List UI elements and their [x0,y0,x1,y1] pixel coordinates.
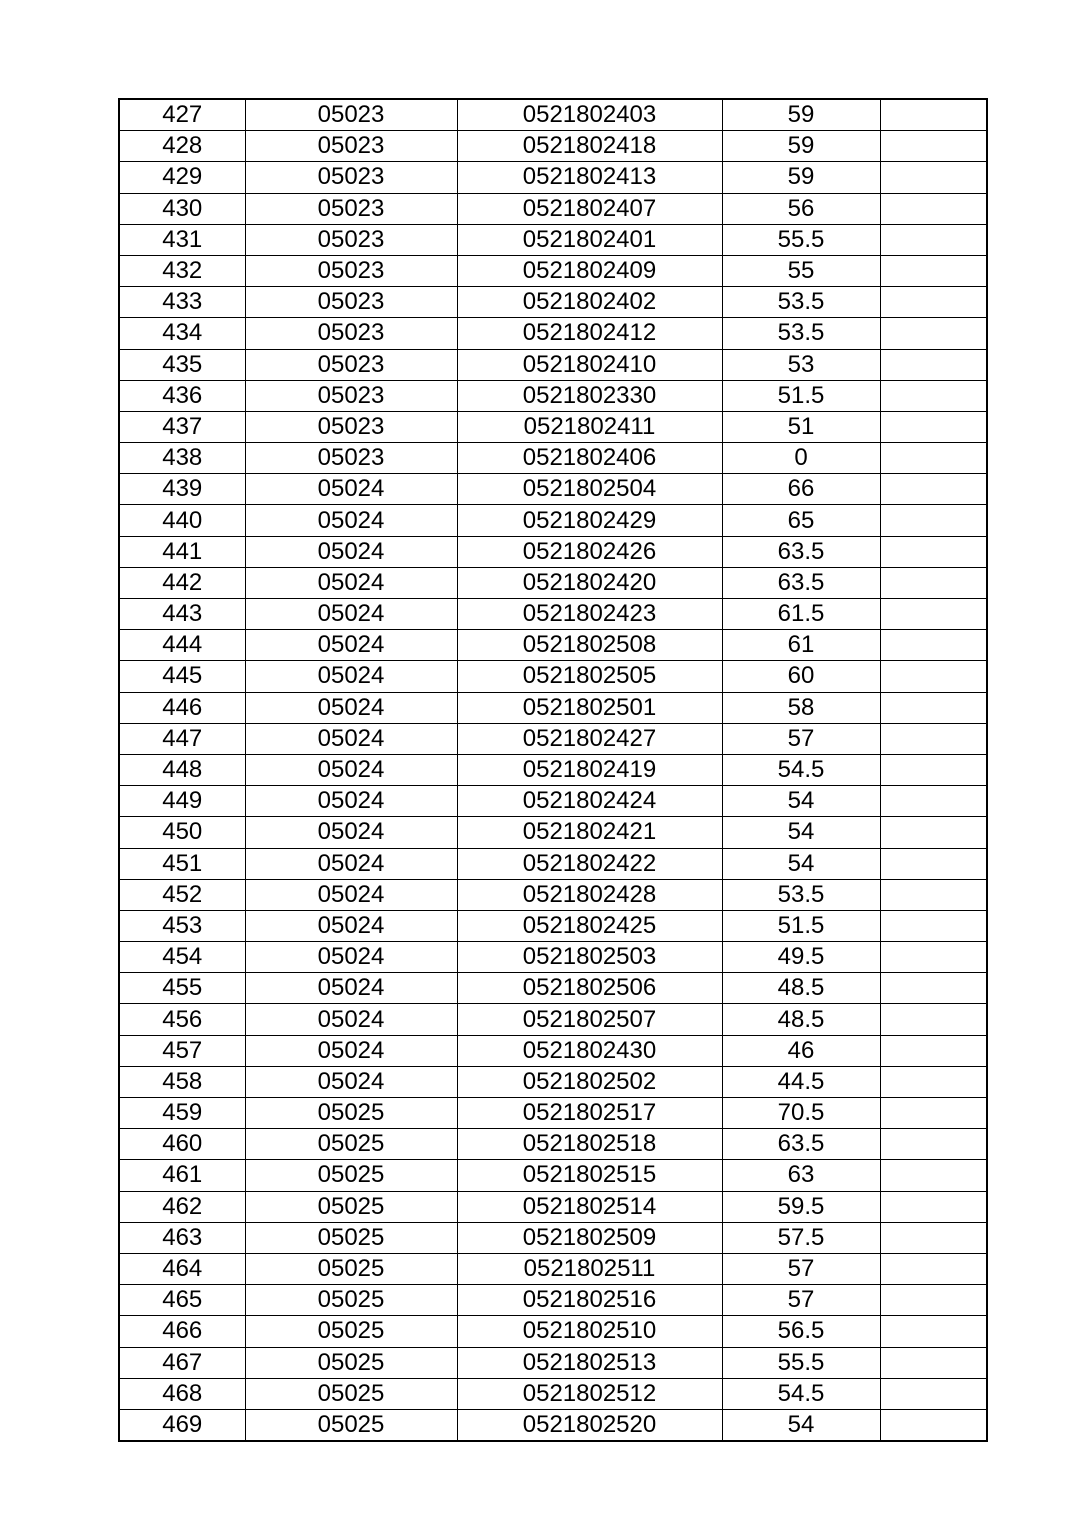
unit-code-cell: 05025 [245,1316,457,1347]
table-row [119,879,987,910]
exam-id-cell: 0521802428 [457,879,722,910]
unit-code-cell: 05024 [245,848,457,879]
exam-id-cell: 0521802512 [457,1378,722,1409]
table-row [119,692,987,723]
score-cell: 63.5 [722,1129,880,1160]
table-row [119,505,987,536]
unit-code-cell: 05025 [245,1160,457,1191]
unit-code-cell: 05024 [245,973,457,1004]
unit-code-cell: 05023 [245,287,457,318]
score-cell: 48.5 [722,973,880,1004]
exam-id-cell: 0521802418 [457,131,722,162]
exam-id-cell: 0521802510 [457,1316,722,1347]
table-row [119,1035,987,1066]
score-cell: 57 [722,1285,880,1316]
unit-code-cell: 05024 [245,536,457,567]
table-row [119,1316,987,1347]
remark-cell [880,380,987,411]
unit-code-cell: 05025 [245,1191,457,1222]
table-row [119,131,987,162]
table-row [119,287,987,318]
exam-id-cell: 0521802502 [457,1066,722,1097]
remark-cell [880,1347,987,1378]
score-cell: 51.5 [722,380,880,411]
table-row [119,723,987,754]
remark-cell [880,131,987,162]
table-row [119,661,987,692]
row-number-cell: 428 [119,131,245,162]
exam-id-cell: 0521802505 [457,661,722,692]
unit-code-cell: 05024 [245,723,457,754]
remark-cell [880,661,987,692]
remark-cell [880,255,987,286]
score-table-body [119,99,987,1441]
table-row [119,443,987,474]
score-cell: 54 [722,786,880,817]
table-row [119,255,987,286]
table-row [119,99,987,131]
remark-cell [880,786,987,817]
table-row [119,817,987,848]
exam-id-cell: 0521802401 [457,224,722,255]
remark-cell [880,505,987,536]
table-row [119,567,987,598]
exam-id-cell: 0521802509 [457,1222,722,1253]
score-cell: 54.5 [722,754,880,785]
row-number-cell: 441 [119,536,245,567]
row-number-cell: 460 [119,1129,245,1160]
unit-code-cell: 05023 [245,99,457,131]
table-row [119,536,987,567]
score-cell: 59 [722,162,880,193]
remark-cell [880,1191,987,1222]
unit-code-cell: 05024 [245,474,457,505]
unit-code-cell: 05023 [245,131,457,162]
exam-id-cell: 0521802406 [457,443,722,474]
table-row [119,1066,987,1097]
exam-id-cell: 0521802506 [457,973,722,1004]
row-number-cell: 465 [119,1285,245,1316]
table-row [119,599,987,630]
exam-id-cell: 0521802409 [457,255,722,286]
remark-cell [880,1222,987,1253]
score-cell: 54 [722,1409,880,1441]
score-cell: 55.5 [722,1347,880,1378]
exam-id-cell: 0521802420 [457,567,722,598]
remark-cell [880,318,987,349]
score-cell: 54 [722,848,880,879]
score-cell: 54.5 [722,1378,880,1409]
table-row [119,1222,987,1253]
unit-code-cell: 05024 [245,879,457,910]
row-number-cell: 453 [119,910,245,941]
table-row [119,474,987,505]
row-number-cell: 443 [119,599,245,630]
score-cell: 54 [722,817,880,848]
score-cell: 49.5 [722,942,880,973]
row-number-cell: 451 [119,848,245,879]
table-row [119,786,987,817]
unit-code-cell: 05023 [245,349,457,380]
row-number-cell: 444 [119,630,245,661]
exam-id-cell: 0521802504 [457,474,722,505]
exam-id-cell: 0521802508 [457,630,722,661]
table-row [119,380,987,411]
remark-cell [880,630,987,661]
row-number-cell: 447 [119,723,245,754]
remark-cell [880,1129,987,1160]
score-cell: 48.5 [722,1004,880,1035]
exam-id-cell: 0521802514 [457,1191,722,1222]
row-number-cell: 439 [119,474,245,505]
exam-id-cell: 0521802413 [457,162,722,193]
exam-id-cell: 0521802507 [457,1004,722,1035]
table-row [119,1347,987,1378]
unit-code-cell: 05025 [245,1129,457,1160]
unit-code-cell: 05023 [245,380,457,411]
row-number-cell: 437 [119,411,245,442]
row-number-cell: 457 [119,1035,245,1066]
exam-id-cell: 0521802427 [457,723,722,754]
unit-code-cell: 05025 [245,1098,457,1129]
remark-cell [880,1004,987,1035]
table-row [119,848,987,879]
score-cell: 59 [722,131,880,162]
remark-cell [880,411,987,442]
exam-id-cell: 0521802429 [457,505,722,536]
remark-cell [880,1253,987,1284]
remark-cell [880,879,987,910]
unit-code-cell: 05025 [245,1409,457,1441]
score-cell: 58 [722,692,880,723]
score-cell: 53.5 [722,318,880,349]
remark-cell [880,567,987,598]
unit-code-cell: 05023 [245,162,457,193]
score-cell: 59.5 [722,1191,880,1222]
row-number-cell: 455 [119,973,245,1004]
unit-code-cell: 05024 [245,754,457,785]
remark-cell [880,1160,987,1191]
unit-code-cell: 05024 [245,1004,457,1035]
table-row [119,973,987,1004]
table-row [119,910,987,941]
table-row [119,1191,987,1222]
exam-id-cell: 0521802503 [457,942,722,973]
unit-code-cell: 05024 [245,599,457,630]
exam-id-cell: 0521802511 [457,1253,722,1284]
remark-cell [880,99,987,131]
row-number-cell: 466 [119,1316,245,1347]
table-row [119,754,987,785]
unit-code-cell: 05024 [245,505,457,536]
row-number-cell: 467 [119,1347,245,1378]
exam-id-cell: 0521802412 [457,318,722,349]
remark-cell [880,599,987,630]
unit-code-cell: 05024 [245,786,457,817]
table-row [119,1129,987,1160]
score-table [118,98,988,1442]
exam-id-cell: 0521802407 [457,193,722,224]
table-row [119,1098,987,1129]
exam-id-cell: 0521802421 [457,817,722,848]
remark-cell [880,1035,987,1066]
unit-code-cell: 05025 [245,1253,457,1284]
remark-cell [880,1316,987,1347]
exam-id-cell: 0521802430 [457,1035,722,1066]
row-number-cell: 450 [119,817,245,848]
unit-code-cell: 05024 [245,817,457,848]
remark-cell [880,349,987,380]
row-number-cell: 448 [119,754,245,785]
unit-code-cell: 05024 [245,910,457,941]
table-row [119,318,987,349]
row-number-cell: 469 [119,1409,245,1441]
unit-code-cell: 05024 [245,630,457,661]
row-number-cell: 433 [119,287,245,318]
table-row [119,193,987,224]
score-cell: 66 [722,474,880,505]
row-number-cell: 431 [119,224,245,255]
score-cell: 57.5 [722,1222,880,1253]
score-cell: 63 [722,1160,880,1191]
unit-code-cell: 05025 [245,1378,457,1409]
exam-id-cell: 0521802330 [457,380,722,411]
table-row [119,1004,987,1035]
row-number-cell: 446 [119,692,245,723]
row-number-cell: 442 [119,567,245,598]
remark-cell [880,1409,987,1441]
score-cell: 60 [722,661,880,692]
remark-cell [880,1285,987,1316]
score-cell: 55.5 [722,224,880,255]
table-row [119,1285,987,1316]
unit-code-cell: 05023 [245,318,457,349]
row-number-cell: 427 [119,99,245,131]
exam-id-cell: 0521802520 [457,1409,722,1441]
exam-id-cell: 0521802419 [457,754,722,785]
exam-id-cell: 0521802513 [457,1347,722,1378]
score-cell: 56 [722,193,880,224]
unit-code-cell: 05024 [245,1035,457,1066]
exam-id-cell: 0521802411 [457,411,722,442]
score-cell: 53 [722,349,880,380]
score-cell: 63.5 [722,536,880,567]
exam-id-cell: 0521802424 [457,786,722,817]
exam-id-cell: 0521802518 [457,1129,722,1160]
exam-id-cell: 0521802501 [457,692,722,723]
unit-code-cell: 05025 [245,1347,457,1378]
row-number-cell: 430 [119,193,245,224]
exam-id-cell: 0521802515 [457,1160,722,1191]
row-number-cell: 434 [119,318,245,349]
row-number-cell: 459 [119,1098,245,1129]
score-cell: 0 [722,443,880,474]
unit-code-cell: 05023 [245,443,457,474]
exam-id-cell: 0521802402 [457,287,722,318]
remark-cell [880,723,987,754]
score-cell: 57 [722,723,880,754]
unit-code-cell: 05024 [245,692,457,723]
row-number-cell: 462 [119,1191,245,1222]
table-row [119,411,987,442]
score-cell: 59 [722,99,880,131]
row-number-cell: 452 [119,879,245,910]
table-row [119,1160,987,1191]
unit-code-cell: 05025 [245,1222,457,1253]
unit-code-cell: 05024 [245,1066,457,1097]
score-cell: 51 [722,411,880,442]
row-number-cell: 458 [119,1066,245,1097]
remark-cell [880,973,987,1004]
remark-cell [880,1378,987,1409]
remark-cell [880,1098,987,1129]
score-cell: 44.5 [722,1066,880,1097]
row-number-cell: 438 [119,443,245,474]
table-row [119,1378,987,1409]
row-number-cell: 464 [119,1253,245,1284]
row-number-cell: 445 [119,661,245,692]
remark-cell [880,848,987,879]
score-cell: 70.5 [722,1098,880,1129]
score-cell: 53.5 [722,879,880,910]
unit-code-cell: 05025 [245,1285,457,1316]
score-cell: 55 [722,255,880,286]
unit-code-cell: 05024 [245,567,457,598]
remark-cell [880,817,987,848]
remark-cell [880,1066,987,1097]
row-number-cell: 440 [119,505,245,536]
row-number-cell: 456 [119,1004,245,1035]
exam-id-cell: 0521802423 [457,599,722,630]
remark-cell [880,692,987,723]
unit-code-cell: 05024 [245,661,457,692]
unit-code-cell: 05024 [245,942,457,973]
remark-cell [880,162,987,193]
remark-cell [880,754,987,785]
unit-code-cell: 05023 [245,255,457,286]
table-row [119,1253,987,1284]
unit-code-cell: 05023 [245,224,457,255]
remark-cell [880,474,987,505]
row-number-cell: 454 [119,942,245,973]
unit-code-cell: 05023 [245,193,457,224]
table-row [119,349,987,380]
row-number-cell: 429 [119,162,245,193]
exam-id-cell: 0521802426 [457,536,722,567]
row-number-cell: 468 [119,1378,245,1409]
score-cell: 61.5 [722,599,880,630]
exam-id-cell: 0521802516 [457,1285,722,1316]
exam-id-cell: 0521802425 [457,910,722,941]
exam-id-cell: 0521802517 [457,1098,722,1129]
table-row [119,630,987,661]
row-number-cell: 436 [119,380,245,411]
score-cell: 65 [722,505,880,536]
score-cell: 51.5 [722,910,880,941]
score-cell: 57 [722,1253,880,1284]
score-cell: 61 [722,630,880,661]
table-row [119,162,987,193]
remark-cell [880,193,987,224]
table-row [119,942,987,973]
table-row [119,1409,987,1441]
remark-cell [880,443,987,474]
row-number-cell: 432 [119,255,245,286]
score-cell: 46 [722,1035,880,1066]
table-row [119,224,987,255]
row-number-cell: 449 [119,786,245,817]
row-number-cell: 463 [119,1222,245,1253]
score-cell: 56.5 [722,1316,880,1347]
remark-cell [880,910,987,941]
remark-cell [880,536,987,567]
remark-cell [880,942,987,973]
exam-id-cell: 0521802422 [457,848,722,879]
remark-cell [880,224,987,255]
exam-id-cell: 0521802410 [457,349,722,380]
score-cell: 63.5 [722,567,880,598]
row-number-cell: 435 [119,349,245,380]
row-number-cell: 461 [119,1160,245,1191]
score-cell: 53.5 [722,287,880,318]
remark-cell [880,287,987,318]
exam-id-cell: 0521802403 [457,99,722,131]
unit-code-cell: 05023 [245,411,457,442]
